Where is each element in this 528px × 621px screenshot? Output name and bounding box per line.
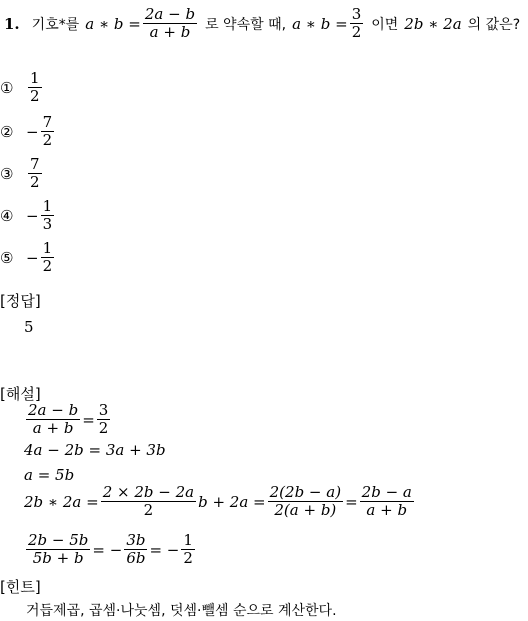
solution-denominator: 2 [183,549,193,567]
choice-fraction [41,114,55,149]
equals-sign: = [82,410,95,429]
choice-denominator: 3 [42,215,53,233]
solution-line-2: 4a − 2b = 3a + 3b [24,441,166,459]
choice-fraction [28,156,42,191]
choice-numerator: 1 [42,239,53,257]
choice-1[interactable] [0,70,44,105]
solution-denominator: 5b + b [32,549,84,567]
choice-denominator: 2 [42,257,53,275]
solution-denominator: a + b [32,419,74,437]
choice-numerator: 7 [42,113,53,131]
definition-denominator: a + b [149,23,191,41]
solution-fraction [124,532,147,567]
solution-fraction [26,402,80,437]
choice-numerator: 7 [30,155,40,173]
solution-line-4 [24,484,416,519]
choice-5[interactable] [0,240,56,275]
choice-denominator: 2 [42,131,53,149]
choice-denominator: 2 [30,173,40,191]
question-target: 2b ∗ 2a [404,14,462,33]
definition-lhs: a ∗ b = [85,14,141,33]
choice-numerator: 1 [42,197,53,215]
choice-4[interactable] [0,198,56,233]
question-line [4,6,520,41]
choice-sign: − [26,122,39,141]
solution-denominator: a + b [366,501,408,519]
condition-lhs: a ∗ b = [292,14,348,33]
question-text-b: 로 약속할 때, [205,16,287,33]
answer-heading: [정답] [0,292,41,310]
solution-numerator: 3b [126,531,146,549]
solution-expression: b + 2a = [198,492,266,511]
equals-sign: = − [149,540,180,559]
solution-numerator: 2a − b [28,401,79,419]
choice-marker: ① [0,78,14,97]
solution-fraction [97,402,111,437]
hint-heading: [힌트] [0,578,41,596]
condition-numerator: 3 [351,5,362,23]
solution-fraction [181,532,195,567]
solution-denominator: 6b [126,549,146,567]
question-number: 1. [4,14,20,33]
condition-fraction [350,6,364,41]
solution-fraction [360,484,414,519]
solution-denominator: 2 [143,501,154,519]
solution-numerator: 2(2b − a) [269,483,342,501]
answer-value: 5 [24,318,34,336]
solution-line-1 [24,402,112,437]
solution-line-5 [24,532,197,567]
choice-sign: − [26,206,39,225]
solution-heading: [해설] [0,385,41,403]
choice-fraction [41,198,55,233]
choice-marker: ② [0,122,14,141]
solution-numerator: 1 [183,531,193,549]
question-text-d: 의 값은? [467,16,521,33]
hint-text: 거듭제곱, 곱셈·나눗셈, 덧셈·뺄셈 순으로 계산한다. [26,603,337,619]
solution-line-3: a = 5b [24,466,75,484]
choice-marker: ⑤ [0,248,14,267]
question-text-c: 이면 [371,16,399,33]
choice-fraction [41,240,55,275]
choice-marker: ③ [0,164,14,183]
choice-2[interactable] [0,114,56,149]
solution-fraction [101,484,196,519]
choice-sign: − [26,248,39,267]
solution-fraction [268,484,343,519]
choice-numerator: 1 [30,69,40,87]
equals-sign: = − [92,540,123,559]
solution-denominator: 2 [98,419,109,437]
solution-expression: 2b ∗ 2a = [24,492,99,511]
choice-marker: ④ [0,206,14,225]
definition-fraction [143,6,197,41]
definition-numerator: 2a − b [144,5,196,23]
solution-numerator: 2b − 5b [28,531,89,549]
solution-numerator: 3 [98,401,109,419]
choice-denominator: 2 [30,87,40,105]
condition-denominator: 2 [351,23,362,41]
solution-denominator: 2(a + b) [274,501,337,519]
solution-numerator: 2b − a [361,483,412,501]
choice-fraction [28,70,42,105]
choice-3[interactable] [0,156,44,191]
equals-sign: = [345,492,358,511]
solution-numerator: 2 × 2b − 2a [102,483,195,501]
solution-fraction [26,532,90,567]
question-text-a: 기호*를 [31,16,80,33]
